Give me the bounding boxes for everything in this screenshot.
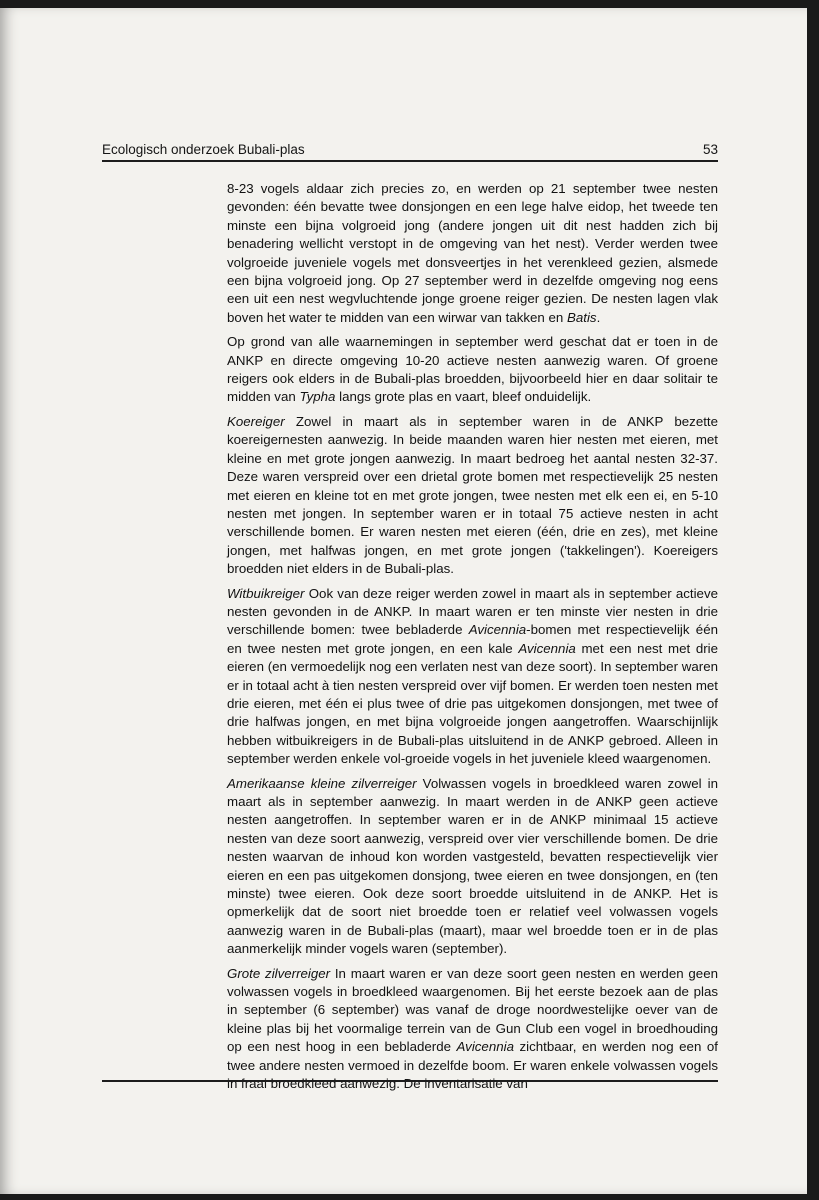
italic-term: Amerikaanse kleine zilverreiger — [227, 775, 417, 791]
italic-term: Batis — [567, 309, 597, 325]
text-run: zichtbaar, en werden nog een of twee andere nesten vermoed in dezelfde boom. Er waren enkele volwassen vogels in fraai broedkleed aanwezig. De inventarisatie van — [227, 1039, 718, 1092]
footer-rule — [102, 1080, 718, 1082]
body-text — [227, 180, 718, 1100]
paragraph — [227, 965, 718, 1094]
text-run: . — [596, 309, 601, 325]
paragraph — [227, 180, 718, 327]
text-run: In maart waren er van deze soort geen nesten en werden geen volwassen vogels in broedkleed waargenomen. Bij het eerste bezoek aan de plas in september (6 september) was vanaf de droge noordwestelijke oever van de kleine plas bij het voormalige terrein van de Gun Club een vogel in broedhouding op een nest hoog in een bebladerde — [227, 965, 718, 1055]
running-header — [102, 138, 718, 160]
text-run: Ook van deze reiger werden zowel in maart als in september actieve nesten gevonden in de ANKP. In maart waren er ten minste vier nesten in drie verschillende bomen: twee bebladerde — [227, 585, 718, 638]
italic-term: Koereiger — [227, 413, 285, 429]
italic-term: Witbuikreiger — [227, 585, 305, 601]
paragraph — [227, 413, 718, 579]
italic-term: Avicennia — [456, 1039, 514, 1055]
italic-term: Avicennia — [518, 640, 576, 656]
text-run: 8-23 vogels aldaar zich precies zo, en werden op 21 september twee nesten gevonden: één bevatte twee donsjongen en een lege halve eidop, het tweede ten minste een bijna volgroeid jong (andere jongen uit dit nest hadden zich bij benadering wellicht verstopt in de omgeving van het nest). Verder werden twee volgroeide juveniele vogels met donsveertjes in het verenkleed gezien, alsmede een bijna volgroeid jong. Op 27 september werd in dezelfde omgeving nog eens een uit een nest wegvluchtende jonge groene reiger gezien. De nesten lagen vlak boven het water te midden van een wirwar van takken en — [227, 181, 718, 325]
paragraph — [227, 333, 718, 407]
header-rule — [102, 160, 718, 162]
text-run: Volwassen vogels in broedkleed waren zowel in maart als in september aanwezig. In maart werden in de ANKP geen actieve nesten aangetroffen. In september waren er in de ANKP minimaal 15 actieve nesten van deze soort aanwezig, verspreid over vier verschillende bomen. De drie nesten waarvan de inhoud kon worden vastgesteld, bevatten respectievelijk vier eieren en een pas uitgekomen donsjong, twee eieren en twee donsjongen, en (ten minste) twee eieren. Ook deze soort broedde uitsluitend in de ANKP. Het is opmerkelijk dat de soort niet broedde toen er relatief veel volwassen vogels aanwezig waren in de Bubali-plas (maart), maar wel broedde toen er in de plas aanmerkelijk minder vogels waren (september). — [227, 775, 718, 957]
italic-term: Avicennia — [468, 622, 527, 638]
document-page — [0, 8, 807, 1194]
text-run: -bomen met respectievelijk één en twee nesten met grote jongen, en een kale — [227, 622, 718, 656]
text-run: Zowel in maart als in september waren in de ANKP bezette koereigernesten aanwezig. In beide maanden waren hier nesten met eieren, met kleine en met grote jongen aanwezig. In maart bedroeg het aantal nesten 32-37. Deze waren verspreid over een drietal grote bomen met respectievelijk 25 nesten met eieren en kleine tot en met grote jongen, twee nesten met elk een ei, en 5-10 nesten met jongen. In september waren er in totaal 75 actieve nesten in acht verschillende bomen. Er waren nesten met eieren (één, drie en zes), met kleine jongen, met halfwas jongen, en met grote jongen ('takkelingen'). Koereigers broedden niet elders in de Bubali-plas. — [227, 413, 718, 577]
page-number: 53 — [702, 142, 718, 157]
paragraph — [227, 585, 718, 769]
italic-term: Typha — [299, 389, 336, 405]
text-run: met een nest met drie eieren (en vermoedelijk nog een verlaten nest van deze soort). In september waren er in totaal acht à tien nesten verspreid over vijf bomen. Er werden toen nesten met drie eieren, met één ei plus twee of drie pas uitgekomen donsjongen, met twee of drie halfwas jongen, en met bijna volgroeide jongen aangetroffen. Waarschijnlijk hebben witbuikreigers in de Bubali-plas uitsluitend in de ANKP gebroed. Alleen in september werden enkele vol-groeide vogels in het juveniele kleed waargenomen. — [227, 640, 719, 767]
italic-term: Grote zilverreiger — [227, 965, 331, 981]
paragraph — [227, 775, 718, 959]
text-run: langs grote plas en vaart, bleef onduidelijk. — [335, 389, 592, 405]
running-title: Ecologisch onderzoek Bubali-plas — [102, 142, 305, 157]
text-run: Op grond van alle waarnemingen in september werd geschat dat er toen in de ANKP en directe omgeving 10-20 actieve nesten aanwezig waren. Of groene reigers ook elders in de Bubali-plas broedden, bijvoorbeeld hier en daar solitair te midden van — [227, 334, 718, 405]
